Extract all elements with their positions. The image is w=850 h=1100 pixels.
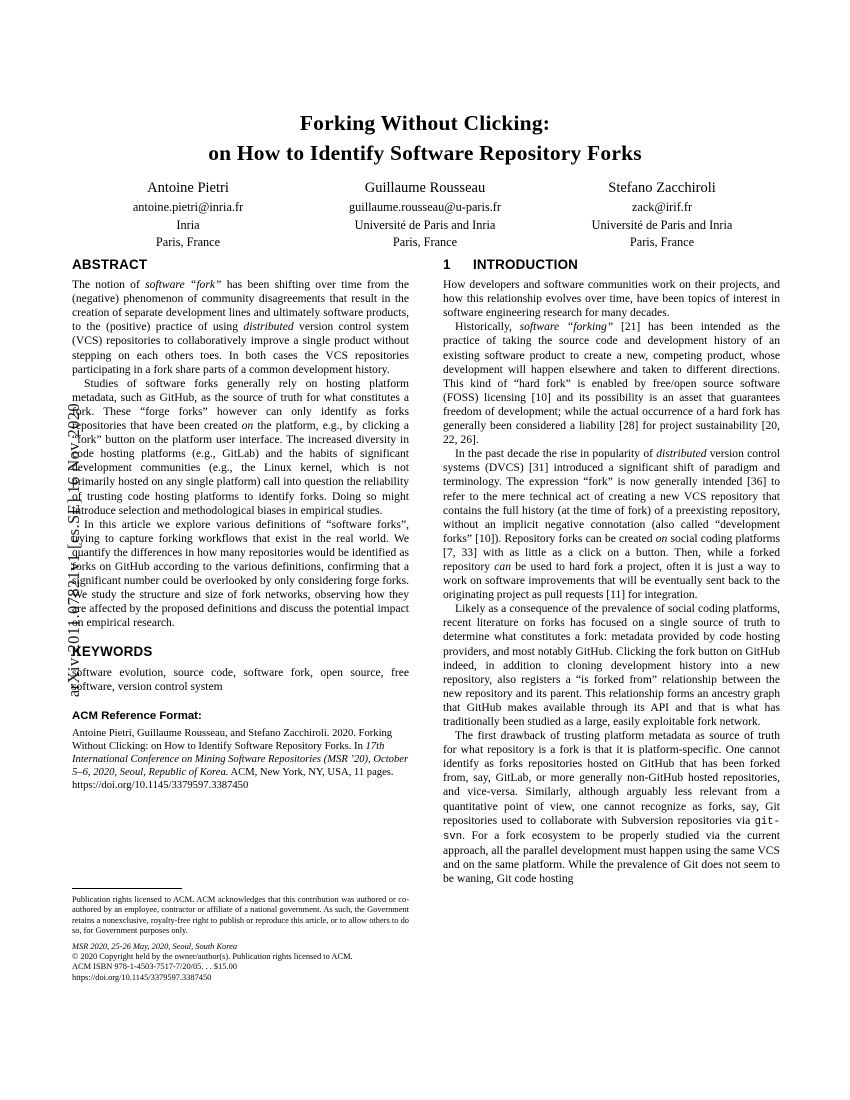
author-block (70, 178, 306, 252)
keywords-heading: KEYWORDS (72, 644, 153, 660)
author-name: Stefano Zacchiroli (608, 180, 716, 196)
section-title: INTRODUCTION (473, 257, 579, 272)
copyright-isbn: ACM ISBN 978-1-4503-7517-7/20/05. . . $15.00 (72, 962, 237, 972)
author-location: Paris, France (629, 235, 695, 249)
section-spacer (72, 630, 409, 645)
author-email[interactable]: antoine.pietri@inria.fr (132, 200, 244, 214)
right-column (443, 258, 780, 886)
author-affiliation: Université de Paris and Inria (354, 217, 496, 232)
copyright-venue: MSR 2020, 25-26 May, 2020, Seoul, South Korea (72, 941, 238, 951)
copyright-block (72, 888, 409, 983)
intro-paragraph-4: Likely as a consequence of the prevalence of social coding platforms, recent literature on forks has focused on a single source of truth to determine what constitutes a fork: metadata provided by code hosting providers, and most notably GitHub. Clicking the fork button on GitHub indeed, in addition to cloning development history into a new repository, also registers a “is forked from” relationship between the new repository and its parent. This relationship forms an ancestry graph that GitHub makes available through its API and that is what has traditionally been studied as a large, easily exploitable fork network. (443, 602, 780, 728)
section-spacer (72, 694, 409, 709)
author-block (544, 178, 780, 252)
author-name: Antoine Pietri (147, 180, 229, 196)
page-title (70, 108, 780, 168)
copyright-publication-rights: Publication rights licensed to ACM. ACM acknowledges that this contribution was authored or co-authored by an employee, contractor or affiliate of a national government. As such, the Government retains a nonexclusive, royalty-free right to publish or reproduce this article, or to allow others to do so, for Government purposes only. (72, 895, 409, 936)
intro-paragraph-3: In the past decade the rise in popularity of distributed version control systems (DVCS) [31] introduced a significant shift of paradigm and terminology. The expression “fork” is now generally intended [36] to refer to the mere technical act of creating a new VCS repository that contains the full history (at the time of fork) of a preexisting repository, without an implicit negative connotation (also called “development forks” [10]). Repository forks can be created on social coding platforms [7, 33] with as little as a click on a button. Then, while a forked repository can be used to hard fork a project, often it is just a way to work on software improvements that will be eventually sent back to the originating project as pull requests [11] for integration. (443, 447, 780, 602)
author-email[interactable]: zack@irif.fr (631, 200, 693, 214)
author-affiliation: Inria (176, 217, 200, 232)
abstract-paragraph-3: In this article we explore various definitions of “software forks”, trying to capture forking workflows that exist in the real world. We quantify the differences in how many repositories would be identified as forks on GitHub according to the various definitions, confirming that a significant number could be overlooked by only considering forge forks. We study the structure and size of fork networks, observing how they are affected by the proposed definitions and discuss the potential impact on empirical research. (72, 517, 409, 630)
intro-paragraph-2: Historically, software “forking” [21] has been intended as the practice of taking the source code and development history of an existing software product to create a new, competing product, whose development will happen elsewhere and taken to different directions. This kind of “hard fork” is enabled by free/open source software (FOSS) licensing [10] and its possibility is an asset that guarantees freedom of development; while the actual occurrence of a hard fork has generally been considered a liability [28] for project sustainability [20, 22, 26]. (443, 320, 780, 447)
intro-paragraph-5 (443, 729, 780, 886)
keywords-text: software evolution, source code, software fork, open source, free software, version control system (72, 665, 409, 693)
git-svn-code: git-svn (443, 815, 780, 843)
acm-reference-heading: ACM Reference Format: (72, 709, 202, 722)
intro-paragraph-5-part-b: . For a fork ecosystem to be properly studied via the current approach, all the parallel development must happen using the same VCS and on the same platform. While the prevalence of Git does not seem to be waning, Git code hosting (443, 828, 780, 886)
author-email[interactable]: guillaume.rousseau@u-paris.fr (348, 200, 501, 214)
intro-paragraph-5-part-a: The first drawback of trusting platform metadata as source of truth for what repository is a fork is that it is platform-specific. One cannot identify as forks repositories hosted on GitHub that has been forked from, say, GitLab, or more generally non-GitHub hosted repositories, and vice-versa. Similarly, although arguably less relevant from a quantitative point of view, one cannot recognize as forks, say, Git repositories used to collaborate with Subversion repositories via (443, 729, 780, 827)
copyright-divider (72, 888, 182, 889)
author-location: Paris, France (155, 235, 221, 249)
author-name: Guillaume Rousseau (364, 180, 486, 196)
abstract-paragraph-1: The notion of software “fork” has been shifting over time from the (negative) phenomenon of community disagreements that result in the creation of separate development lines and ultimately software products, to the (positive) practice of using distributed version control system (VCS) repositories to collaboratively improve a single product without stepping on each others toes. In both cases the VCS repositories participating in a fork share parts of a common development history. (72, 278, 409, 376)
section-number: 1 (443, 257, 451, 272)
intro-paragraph-1: How developers and software communities work on their projects, and how this relationship evolves over time, have been topics of interest in software engineering research for many decades. (443, 278, 780, 320)
author-location: Paris, France (392, 235, 458, 249)
left-column (72, 258, 409, 792)
arxiv-identifier-stamp: arXiv:2011.07821v1 [cs.SE] 16 Nov 2020 (64, 402, 83, 698)
abstract-paragraph-2: Studies of software forks generally rely on hosting platform metadata, such as GitHub, as the source of truth for what constitutes a fork. These “forge forks” however can only identify as forks repositories that have been created on the platform, e.g., by clicking a “fork” button on the platform user interface. The increased diversity in code hosting platforms (e.g., GitLab) and the habits of significant development communities (e.g., the Linux kernel, which is not primarily hosted on any single platform) call into question the reliability of trusting code hosting platforms to identify forks. Doing so might introduce selection and methodological biases in empirical studies. (72, 376, 409, 517)
author-affiliation: Université de Paris and Inria (591, 217, 733, 232)
author-list (70, 178, 780, 252)
copyright-holder: © 2020 Copyright held by the owner/author(s). Publication rights licensed to ACM. (72, 952, 353, 962)
abstract-heading: ABSTRACT (72, 257, 148, 272)
author-block (307, 178, 543, 252)
title-line-1: Forking Without Clicking: (299, 111, 551, 135)
acm-reference-text: Antoine Pietri, Guillaume Rousseau, and Stefano Zacchiroli. 2020. Forking Without Clicking: on How to Identify Software Repository Forks. In 17th International Conference on Mining Software Repositories (MSR ’20), October 5–6, 2020, Seoul, Republic of Korea. ACM, New York, NY, USA, 11 pages. https://doi.org/10.1145/3379597.3387450 (72, 727, 409, 791)
copyright-doi[interactable]: https://doi.org/10.1145/3379597.3387450 (72, 972, 212, 982)
introduction-heading (443, 258, 780, 272)
title-line-2: on How to Identify Software Repository Forks (208, 141, 642, 165)
